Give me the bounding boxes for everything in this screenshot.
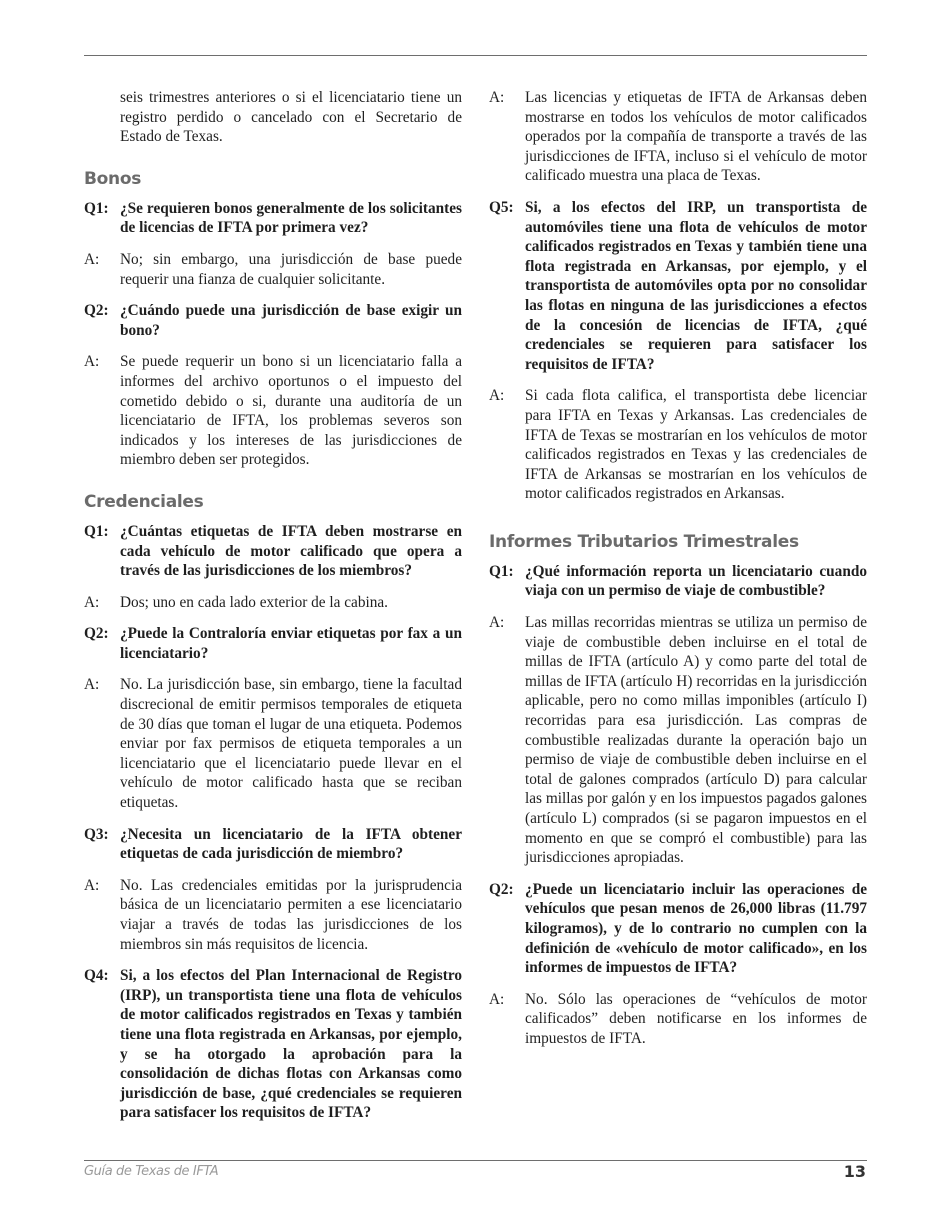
left-column [84,88,462,1135]
question-text: Si, a los efectos del Plan Internacional de Registro (IRP), un transportista tiene una flota de vehículos de motor calificados registrados en Texas y también tiene una flota registrada en Arkansas, por ejemplo, y se ha otorgado la aprobación para la consolidación de dichas flotas con Arkansas como jurisdicción de base, ¿qué credenciales se requieren para satisfacer los requisitos de IFTA? [120,967,462,1122]
question-label: Q2: [84,302,109,320]
question-label: Q1: [489,562,514,580]
question-text: ¿Se requieren bonos generalmente de los solicitantes de licencias de IFTA por primera vez? [120,199,462,237]
question-text: ¿Puede la Contraloría enviar etiquetas por fax a un licenciatario? [120,625,462,662]
answer-text: No; sin embargo, una jurisdicción de base puede requerir una fianza de cualquier solicitante. [120,250,462,288]
footer-rule [84,1160,867,1161]
question-label: Q2: [84,625,109,643]
answer-label: A: [84,353,100,371]
answer-label: A: [84,593,100,611]
informes-answer-1 [489,613,867,868]
section-heading-credenciales: Credenciales [84,491,204,512]
credenciales-answer-5 [489,386,867,504]
answer-text: No. Sólo las operaciones de “vehículos de motor calificados” deben notificarse en los informes de impuestos de IFTA. [525,990,867,1047]
right-column [489,88,867,1061]
credenciales-question-5 [489,198,867,374]
informes-answer-2 [489,990,867,1049]
answer-label: A: [84,250,100,268]
answer-text: Dos; uno en cada lado exterior de la cabina. [120,593,389,611]
informes-question-1 [489,562,867,601]
question-label: Q5: [489,198,514,216]
footer-document-title: Guía de Texas de IFTA [84,1164,219,1179]
question-label: Q3: [84,825,109,843]
answer-text: No. La jurisdicción base, sin embargo, tiene la facultad discrecional de emitir permisos temporales de etiqueta de 30 días que toman el lugar de una etiqueta. Podemos enviar por fax permisos de etiqueta temporales a un licenciatario que el licenciatario puede llevar en el vehículo de motor calificado hasta que se reciban etiquetas. [120,676,462,812]
credenciales-question-3 [84,825,462,864]
answer-label: A: [489,990,505,1008]
answer-label: A: [489,89,505,106]
question-label: Q1: [84,522,109,540]
credenciales-question-2 [84,624,462,663]
question-text: ¿Cuándo puede una jurisdicción de base exigir un bono? [120,302,462,339]
credenciales-answer-2 [84,675,462,812]
answer-text: No. Las credenciales emitidas por la jurisprudencia básica de un licenciatario permiten a ese licenciatario viajar a través de todas las jurisdicciones de los miembros sin más requisitos de licencia. [120,876,462,953]
answer-text: Si cada flota califica, el transportista debe licenciar para IFTA en Texas y Arkansas. Las credenciales de IFTA de Texas se mostrarían en los vehículos de motor calificados registrados en Texas y las credenciales de IFTA de Arkansas se mostrarían en los vehículos de motor calificados registrados en Arkansas. [525,387,867,503]
answer-label: A: [489,387,505,405]
section-heading-bonos: Bonos [84,168,142,189]
answer-label: A: [489,614,505,632]
informes-question-2 [489,880,867,978]
bonos-answer-1 [84,250,462,289]
credenciales-answer-3 [84,876,462,954]
credenciales-answer-4 [489,88,867,186]
question-text: Si, a los efectos del IRP, un transportista de automóviles tiene una flota de vehículos de motor calificados registrados en Texas y también tiene una flota registrada en Arkansas, por ejemplo, y el transportista de automóviles opta por no consolidar las flotas en ninguna de las jurisdicciones a efectos de la concesión de licencias de IFTA, ¿qué credenciales se requieren para satisfacer los requisitos de IFTA? [525,198,867,373]
answer-label: A: [84,676,100,694]
question-text: ¿Qué información reporta un licenciatario cuando viaja con un permiso de viaje de combustible? [525,562,867,600]
section-heading-informes: Informes Tributarios Trimestrales [489,531,799,552]
credenciales-question-4 [84,966,462,1123]
question-label: Q2: [489,880,514,898]
bonos-answer-2 [84,352,462,470]
answer-text: Las millas recorridas mientras se utiliza un permiso de viaje de combustible deben incluirse en el total de millas de IFTA (artículo A) y como parte del total de millas de IFTA (artículo H) recorridas en la jurisdicción aplicable, pero no como millas imponibles (artículo I) recorridas para esa jurisdicción. Las compras de combustible realizadas durante la operación bajo un permiso de viaje de combustible deben incluirse en el total de galones comprados (artículo D) para calcular las millas por galón y en los impuestos pagados galones (artículo L) comprados (si se pagaron impuestos en el momento en que se compró el combustible) para las jurisdicciones apropiadas. [525,614,868,867]
credenciales-question-1 [84,522,462,581]
question-label: Q1: [84,199,109,217]
question-text: ¿Cuántas etiquetas de IFTA deben mostrarse en cada vehículo de motor calificado que opera a través de las jurisdicciones de los miembros? [120,522,462,580]
answer-label: A: [84,876,100,894]
page-number: 13 [843,1162,866,1181]
answer-text: Se puede requerir un bono si un licenciatario falla a informes del archivo oportunos o el impuesto del cometido debido o si, durante una auditoría de un licenciatario de IFTA, los problemas severos son indicados y los intereses de las jurisdicciones de miembro deben ser protegidos. [120,353,462,469]
credenciales-answer-1 [84,593,462,613]
intro-paragraph: seis trimestres anteriores o si el licenciatario tiene un registro perdido o cancelado con el Secretario de Estado de Texas. [120,89,462,146]
question-label: Q4: [84,967,109,985]
bonos-question-2 [84,301,462,340]
header-rule [84,55,867,56]
bonos-question-1 [84,199,462,238]
answer-text: Las licencias y etiquetas de IFTA de Arkansas deben mostrarse en todos los vehículos de motor calificados operados por la compañía de transporte a través de las jurisdicciones de IFTA, incluso si el vehículo de motor calificado muestra una placa de Texas. [525,89,867,185]
question-text: ¿Puede un licenciatario incluir las operaciones de vehículos que pesan menos de 26,000 libras (11.797 kilogramos), y de lo contrario no cumplen con la definición de «vehículo de motor calificado», en los informes de impuestos de IFTA? [525,880,867,977]
question-text: ¿Necesita un licenciatario de la IFTA obtener etiquetas de cada jurisdicción de miembro? [120,825,462,863]
